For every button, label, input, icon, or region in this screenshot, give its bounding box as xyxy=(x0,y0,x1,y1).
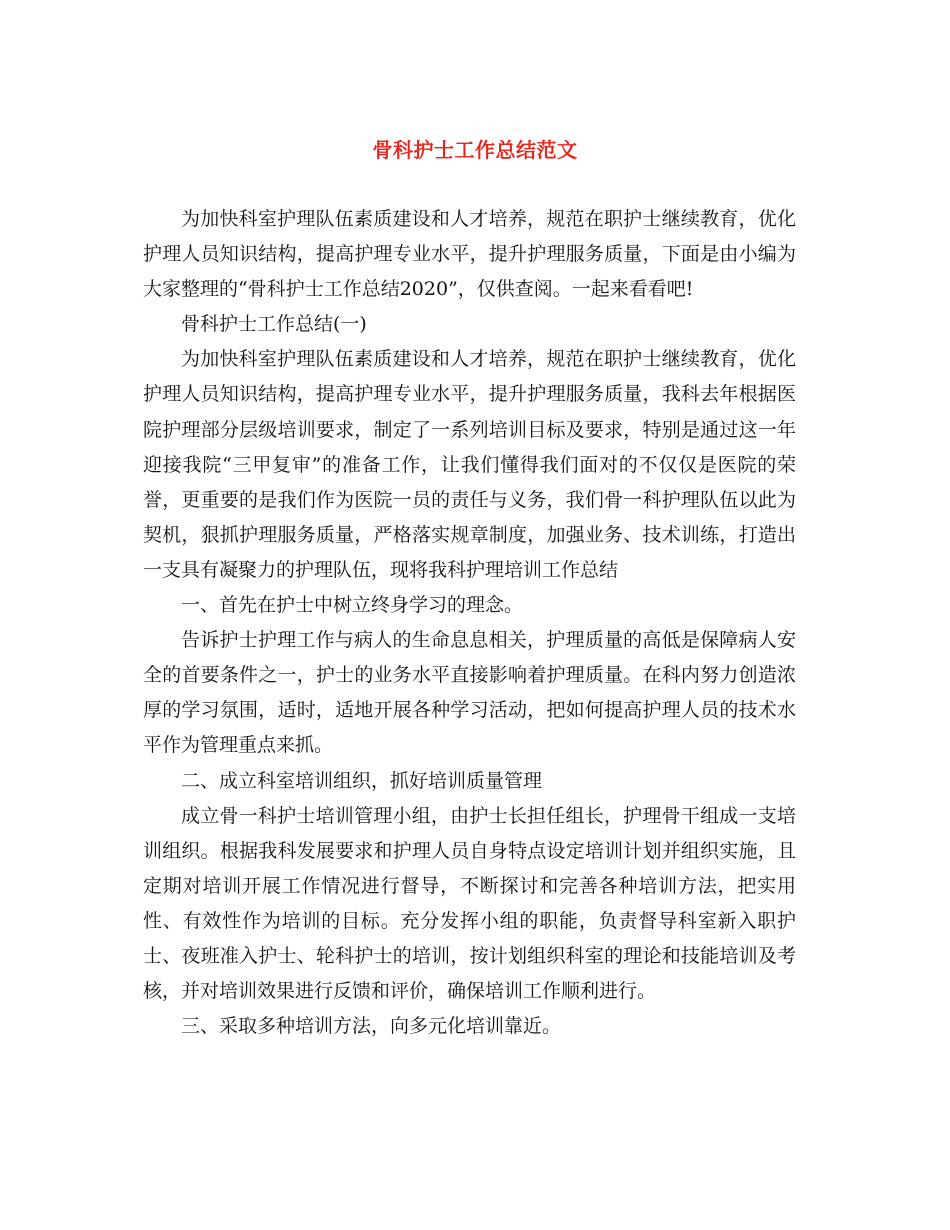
body-paragraph: 告诉护士护理工作与病人的生命息息相关，护理质量的高低是保障病人安全的首要条件之一，护士的业务水平直接影响着护理质量。在科内努力创造浓厚的学习氛围，适时，适地开展各种学习活动，把如何提高护理人员的技术水平作为管理重点来抓。 xyxy=(143,629,796,757)
section-heading-one: 一、首先在护士中树立终身学习的理念。 xyxy=(181,594,524,617)
document-title: 骨科护士工作总结范文 xyxy=(372,138,578,162)
body-paragraph: 成立骨一科护士培训管理小组，由护士长担任组长，护理骨干组成一支培训组织。根据我科发展要求和护理人员自身特点设定培训计划并组织实施，且定期对培训开展工作情况进行督导，不断探讨和完善各种培训方法，把实用性、有效性作为培训的目标。充分发挥小组的职能，负责督导科室新入职护士、夜班准入护士、轮科护士的培训，按计划组织科室的理论和技能培训及考核，并对培训效果进行反馈和评价，确保培训工作顺利进行。 xyxy=(143,804,796,1003)
section-heading-summary-one: 骨科护士工作总结(一) xyxy=(181,313,367,336)
section-heading-two: 二、成立科室培训组织，抓好培训质量管理 xyxy=(181,769,543,792)
intro-paragraph: 为加快科室护理队伍素质建设和人才培养，规范在职护士继续教育，优化护理人员知识结构，提高护理专业水平，提升护理服务质量，下面是由小编为大家整理的“骨科护士工作总结2020”，仅供查阅。一起来看看吧! xyxy=(143,208,796,301)
body-paragraph: 为加快科室护理队伍素质建设和人才培养，规范在职护士继续教育，优化护理人员知识结构，提高护理专业水平，提升护理服务质量，我科去年根据医院护理部分层级培训要求，制定了一系列培训目标及要求，特别是通过这一年迎接我院“三甲复审”的准备工作，让我们懂得我们面对的不仅仅是医院的荣誉，更重要的是我们作为医院一员的责任与义务，我们骨一科护理队伍以此为契机，狠抓护理服务质量，严格落实规章制度，加强业务、技术训练，打造出一支具有凝聚力的护理队伍，现将我科护理培训工作总结 xyxy=(143,348,796,581)
section-heading-three: 三、采取多种培训方法，向多元化培训靠近。 xyxy=(181,1015,562,1038)
document-body xyxy=(143,202,796,1044)
